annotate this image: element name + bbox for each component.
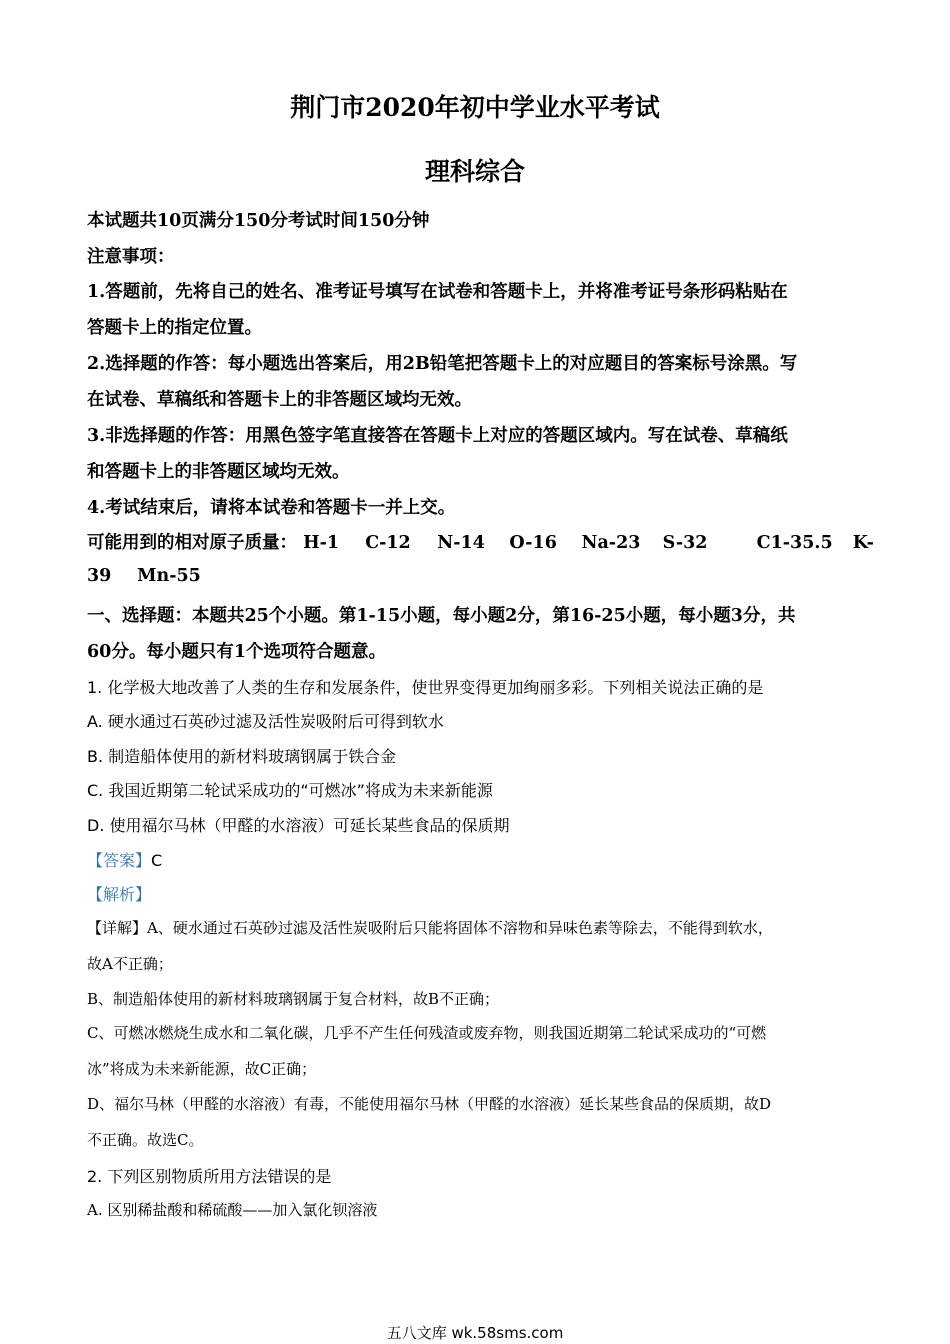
exam-subtitle: 理科综合: [424, 157, 525, 186]
atomic-masses: [87, 529, 877, 554]
atom-n: N-14: [437, 533, 485, 553]
question-1-stem: 1. 化学极大地改善了人类的生存和发展条件，使世界变得更加绚丽多彩。下列相关说法正确的是: [87, 678, 764, 697]
detail-line-1: 【详解】A、硬水通过石英砂过滤及活性炭吸附后只能将固体不溶物和异味色素等除去，不能得到软水，: [87, 919, 773, 937]
notice-item-2: 2.选择题的作答：每小题选出答案后，用2B铅笔把答题卡上的对应题目的答案标号涂黑。写: [87, 354, 798, 374]
question-1-option-d: D. 使用福尔马林（甲醛的水溶液）可延长某些食品的保质期: [87, 816, 510, 835]
question-2-stem: 2. 下列区别物质所用方法错误的是: [87, 1167, 332, 1186]
detail-line-6: D、福尔马林（甲醛的水溶液）有毒，不能使用福尔马林（甲醛的水溶液）延长某些食品的保质期，故D: [87, 1095, 772, 1113]
detail-line-2: 故A不正确；: [87, 955, 173, 973]
section-heading-cont: 60分。每小题只有1个选项符合题意。: [87, 642, 387, 662]
question-1-option-b: B. 制造船体使用的新材料玻璃钢属于铁合金: [87, 747, 397, 766]
notice-item-4: 4.考试结束后，请将本试卷和答题卡一并上交。: [87, 498, 456, 518]
section-heading: 一、选择题：本题共25个小题。第1-15小题，每小题2分，第16-25小题，每小题3分，共: [87, 606, 796, 626]
notice-item-2-cont: 在试卷、草稿纸和答题卡上的非答题区域均无效。: [87, 390, 472, 410]
detail-line-4: C、可燃冰燃烧生成水和二氧化碳，几乎不产生任何残渣或废弃物，则我国近期第二轮试采成功的“可燃: [87, 1024, 767, 1042]
atom-mn: Mn-55: [137, 566, 201, 586]
answer-value: C: [151, 851, 163, 870]
detail-line-7: 不正确。故选C。: [87, 1131, 204, 1149]
question-1-option-c: C. 我国近期第二轮试采成功的“可燃冰”将成为未来新能源: [87, 781, 493, 800]
atom-h: H-1: [303, 533, 340, 553]
atom-c: C-12: [365, 533, 411, 553]
atom-na: Na-23: [581, 533, 641, 553]
notice-item-3: 3.非选择题的作答：用黑色签字笔直接答在答题卡上对应的答题区域内。写在试卷、草稿纸: [87, 426, 788, 446]
notice-item-1: 1.答题前，先将自己的姓名、准考证号填写在试卷和答题卡上，并将准考证号条形码粘贴在: [87, 282, 788, 302]
question-1-answer: [87, 848, 877, 871]
detail-line-5: 冰”将成为未来新能源，故C正确；: [87, 1060, 317, 1078]
exam-title: 荆门市2020年初中学业水平考试: [290, 93, 660, 122]
atom-cl: C1-35.5: [756, 533, 833, 553]
atom-s: S-32: [662, 533, 708, 553]
notice-heading: 注意事项：: [87, 247, 175, 267]
question-1-option-a: A. 硬水通过石英砂过滤及活性炭吸附后可得到软水: [87, 712, 444, 731]
atom-k-value: 39: [87, 566, 112, 586]
atomic-masses-cont: [87, 566, 877, 586]
footer-watermark: 五八文库 wk.58sms.com: [386, 1324, 564, 1342]
answer-label: 【答案】: [87, 851, 152, 870]
question-2-option-a: A. 区别稀盐酸和稀硫酸——加入氯化钡溶液: [87, 1201, 378, 1219]
exam-info: 本试题共10页满分150分考试时间150分钟: [87, 211, 430, 231]
atom-k: K-: [852, 533, 874, 553]
analysis-label: 【解析】: [87, 885, 152, 904]
detail-line-3: B、制造船体使用的新材料玻璃钢属于复合材料，故B不正确；: [87, 990, 500, 1008]
atomic-masses-label: 可能用到的相对原子质量：: [87, 533, 297, 553]
atom-o: O-16: [509, 533, 557, 553]
notice-item-3-cont: 和答题卡上的非答题区域均无效。: [87, 462, 350, 482]
notice-item-1-cont: 答题卡上的指定位置。: [87, 318, 262, 338]
